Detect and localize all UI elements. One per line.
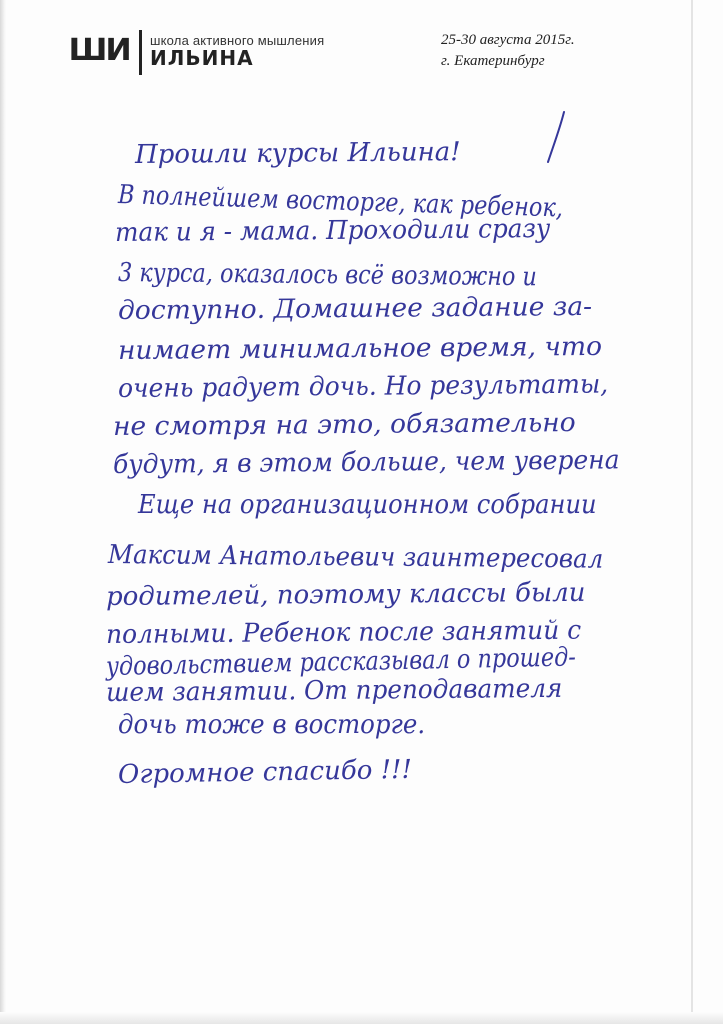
logo-divider	[139, 30, 142, 75]
handwritten-line: Прошли курсы Ильина!	[134, 137, 461, 170]
school-name-line1: школа активного мышления	[150, 33, 325, 48]
handwritten-line: родителей, поэтому классы были	[105, 577, 586, 612]
handwritten-line: доступно. Домашнее задание за-	[117, 291, 593, 326]
page-edge-bottom	[0, 1012, 723, 1024]
page-edge-right	[691, 0, 693, 1024]
handwritten-line: шем занятии. От преподавателя	[105, 673, 563, 708]
handwritten-line: дочь тоже в восторге.	[118, 710, 426, 740]
handwritten-line: очень радует дочь. Но результаты,	[117, 369, 609, 404]
handwritten-line: полными. Ребенок после занятий с	[105, 615, 582, 650]
handwritten-line: удовольствием рассказывал о прошед-	[105, 642, 577, 682]
handwritten-line: Максим Анатольевич заинтересовал	[107, 540, 604, 575]
handwritten-line: В полнейшем восторге, как ребенок,	[117, 180, 564, 224]
event-dates: 25-30 августа 2015г.	[441, 32, 575, 48]
pen-stroke-mark	[540, 108, 570, 168]
school-logo-mark: ШИ	[68, 33, 130, 68]
handwritten-line: будут, я в этом больше, чем уверена	[112, 445, 620, 480]
handwritten-line: 3 курса, оказалось всё возможно и	[117, 258, 537, 293]
handwritten-line: не смотря на это, обязательно	[112, 408, 576, 442]
handwritten-line: так и я - мама. Проходили сразу	[114, 214, 551, 248]
handwritten-line: Огромное спасибо !!!	[117, 754, 413, 790]
handwritten-line: нимает минимальное время, что	[117, 331, 603, 366]
event-city: г. Екатеринбург	[441, 53, 545, 69]
page-edge-left	[0, 0, 6, 1024]
handwritten-line: Еще на организационном собрании	[138, 490, 597, 520]
school-name-line2: ИЛЬИНА	[150, 46, 254, 70]
